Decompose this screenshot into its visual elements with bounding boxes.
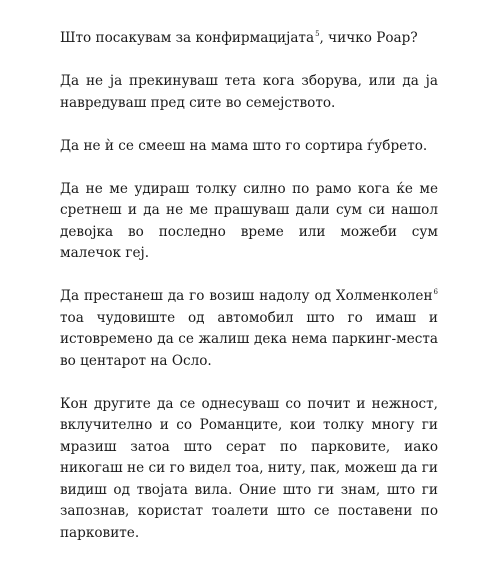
paragraph-text: Што посакувам за конфирмацијата xyxy=(60,30,315,46)
document-page xyxy=(60,28,438,566)
paragraph xyxy=(60,136,438,158)
paragraph-text: Да не ја прекинуваш тета кога зборува, или да ја навредуваш пред сите во семејството. xyxy=(60,73,438,111)
footnote-marker: 5 xyxy=(315,30,320,38)
paragraph-text: Да не ѝ се смееш на мама што го сортира ѓубрето. xyxy=(60,137,428,154)
footnote-marker: 6 xyxy=(433,288,438,296)
paragraph xyxy=(60,179,438,265)
paragraph xyxy=(60,71,438,114)
paragraph-text: Да не ме удираш толку силно по рамо кога ќе ме сретнеш и да не ме прашуваш дали сум си нашол девојка во последно време или можеби сум малечок геј. xyxy=(60,180,438,261)
paragraph xyxy=(60,28,438,50)
paragraph-text: Кон другите да се однесуваш со почит и нежност, вклучително и со Романците, кои толку многу ги мразиш затоа што серат по парковите, иако никогаш не си го видел тоа, ниту, пак, можеш да ги видиш од твојата вила. Оние што ги знам, што ги запознав, користат тоалети што се поставени по парковите. xyxy=(60,395,438,541)
paragraph-text: Да престанеш да го возиш надолу од Холменколен xyxy=(60,288,433,304)
paragraph-text: тоа чудовиште од автомобил што го имаш и истовремено да се жалиш дека нема паркинг-места во центарот на Осло. xyxy=(60,309,438,369)
paragraph xyxy=(60,394,438,545)
paragraph-text: , чичко Роар? xyxy=(319,30,418,46)
paragraph xyxy=(60,286,438,372)
